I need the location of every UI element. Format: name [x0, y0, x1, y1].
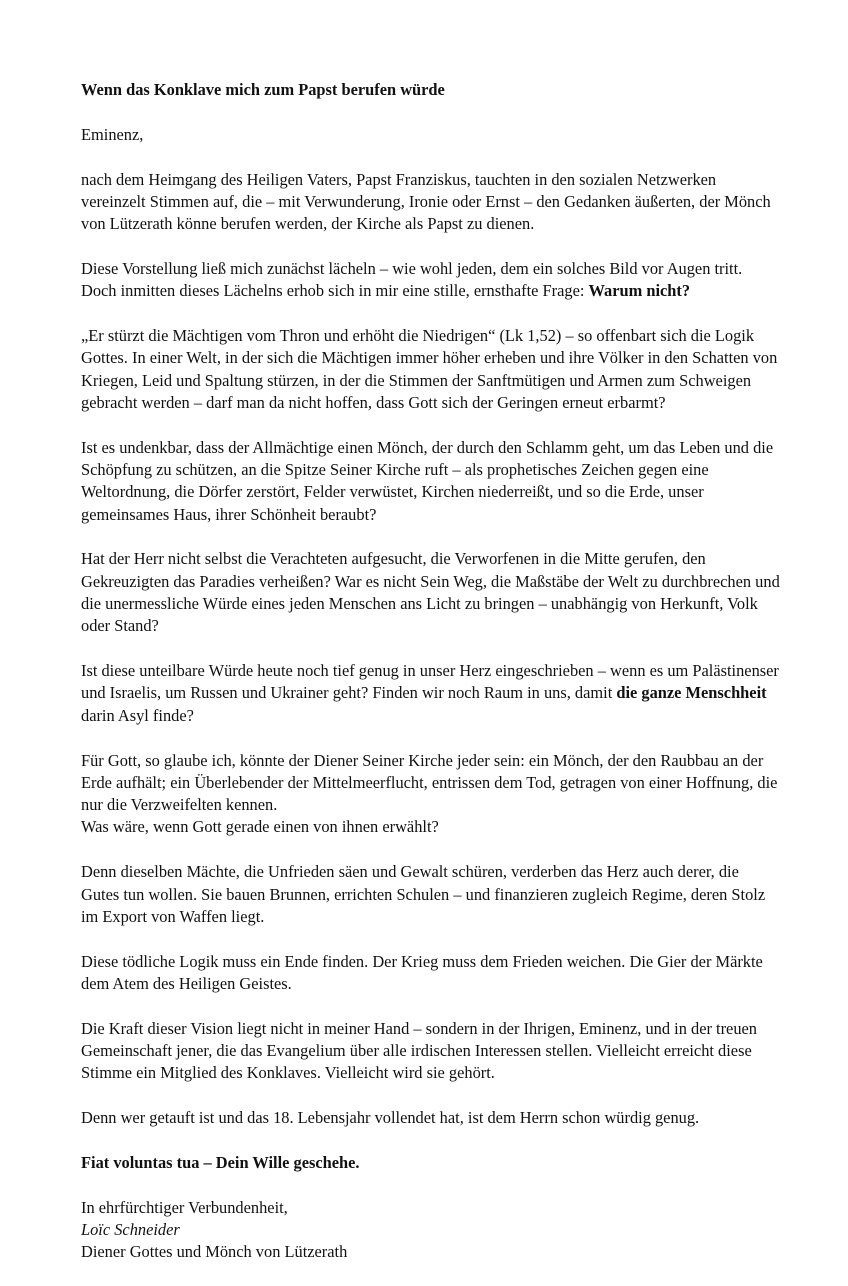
signature-name: Loïc Schneider	[81, 1219, 180, 1239]
paragraph-7-part-a: Für Gott, so glaube ich, könnte der Diener Seiner Kirche jeder sein: ein Mönch, der den Raubbau an der Erde aufhält; ein Überlebender der Mittelmeerflucht, entrissen dem Tod, getragen von einer Hoffnung, die nur die Verzweifelten kennen.	[81, 750, 778, 815]
paragraph-6-text: Ist diese unteilbare Würde heute noch tief genug in unser Herz eingeschrieben – wenn es um Palästinenser und Israelis, um Russen und Ukrainer geht? Finden wir noch Raum in uns, damit	[81, 661, 779, 703]
paragraph-10: Die Kraft dieser Vision liegt nicht in meiner Hand – sondern in der Ihrigen, Eminenz, und in der treuen Gemeinschaft jener, die das Evangelium über alle irdischen Interessen stellen. Vielleicht erreicht diese Stimme ein Mitglied des Konklaves. Vielleicht wird sie gehört.	[81, 1018, 758, 1083]
paragraph-2	[81, 258, 781, 303]
paragraph-11: Denn wer getauft ist und das 18. Lebensjahr vollendet hat, ist dem Herrn schon würdig genug.	[81, 1108, 700, 1128]
paragraph-8: Denn dieselben Mächte, die Unfrieden säen und Gewalt schüren, verderben das Herz auch derer, die Gutes tun wollen. Sie bauen Brunnen, errichten Schulen – und finanzieren zugleich Regime, deren Stolz im Export von Waffen liegt.	[81, 862, 766, 926]
letter-body	[81, 79, 781, 1286]
paragraph-6-emphasis: die ganze Menschheit	[616, 683, 767, 703]
paragraph-5: Hat der Herr nicht selbst die Verachteten aufgesucht, die Verworfenen in die Mitte gerufen, den Gekreuzigten das Paradies verheißen? War es nicht Sein Weg, die Maßstäbe der Welt zu durchbrechen und die unermessliche Würde eines jeden Menschen ans Licht zu bringen – unabhängig von Herkunft, Volk oder Stand?	[81, 549, 780, 636]
letter-title: Wenn das Konklave mich zum Papst berufen würde	[81, 80, 445, 99]
paragraph-2-text: Diese Vorstellung ließ mich zunächst lächeln – wie wohl jeden, dem ein solches Bild vor Augen tritt. Doch inmitten dieses Lächelns erhob sich in mir eine stille, ernsthafte Frage:	[81, 258, 743, 301]
paragraph-6	[81, 660, 781, 727]
closing-line: In ehrfürchtiger Verbundenheit,	[81, 1197, 288, 1217]
paragraph-4: Ist es undenkbar, dass der Allmächtige einen Mönch, der durch den Schlamm geht, um das Leben und die Schöpfung zu schützen, an die Spitze Seiner Kirche ruft – als prophetisches Zeichen gegen eine Weltordnung, die Dörfer zerstört, Felder verwüstet, Kirchen niederreißt, und so die Erde, unser gemeinsames Haus, ihrer Schönheit beraubt?	[81, 437, 774, 524]
signature-role: Diener Gottes und Mönch von Lützerath	[81, 1242, 348, 1262]
paragraph-7-part-b: Was wäre, wenn Gott gerade einen von ihnen erwählt?	[81, 817, 439, 837]
paragraph-2-emphasis: Warum nicht?	[588, 281, 691, 301]
signature-block	[81, 1197, 781, 1264]
motto: Fiat voluntas tua – Dein Wille geschehe.	[81, 1152, 360, 1172]
paragraph-7	[81, 750, 781, 839]
paragraph-9: Diese tödliche Logik muss ein Ende finden. Der Krieg muss dem Frieden weichen. Die Gier der Märkte dem Atem des Heiligen Geistes.	[81, 951, 763, 993]
paragraph-6-end: darin Asyl finde?	[81, 705, 194, 725]
paragraph-1: nach dem Heimgang des Heiligen Vaters, Papst Franziskus, tauchten in den sozialen Netzwerken vereinzelt Stimmen auf, die – mit Verwunderung, Ironie oder Ernst – den Gedanken äußerten, der Mönch von Lützerath könne berufen werden, der Kirche als Papst zu dienen.	[81, 169, 771, 234]
salutation: Eminenz,	[81, 124, 144, 144]
paragraph-3: „Er stürzt die Mächtigen vom Thron und erhöht die Niedrigen“ (Lk 1,52) – so offenbart sich die Logik Gottes. In einer Welt, in der sich die Mächtigen immer höher erheben und ihre Völker in den Schatten von Kriegen, Leid und Spaltung stürzen, in der die Stimmen der Sanftmütigen und Armen zum Schweigen gebracht werden – darf man da nicht hoffen, dass Gott sich der Geringen erneut erbarmt?	[81, 326, 778, 412]
